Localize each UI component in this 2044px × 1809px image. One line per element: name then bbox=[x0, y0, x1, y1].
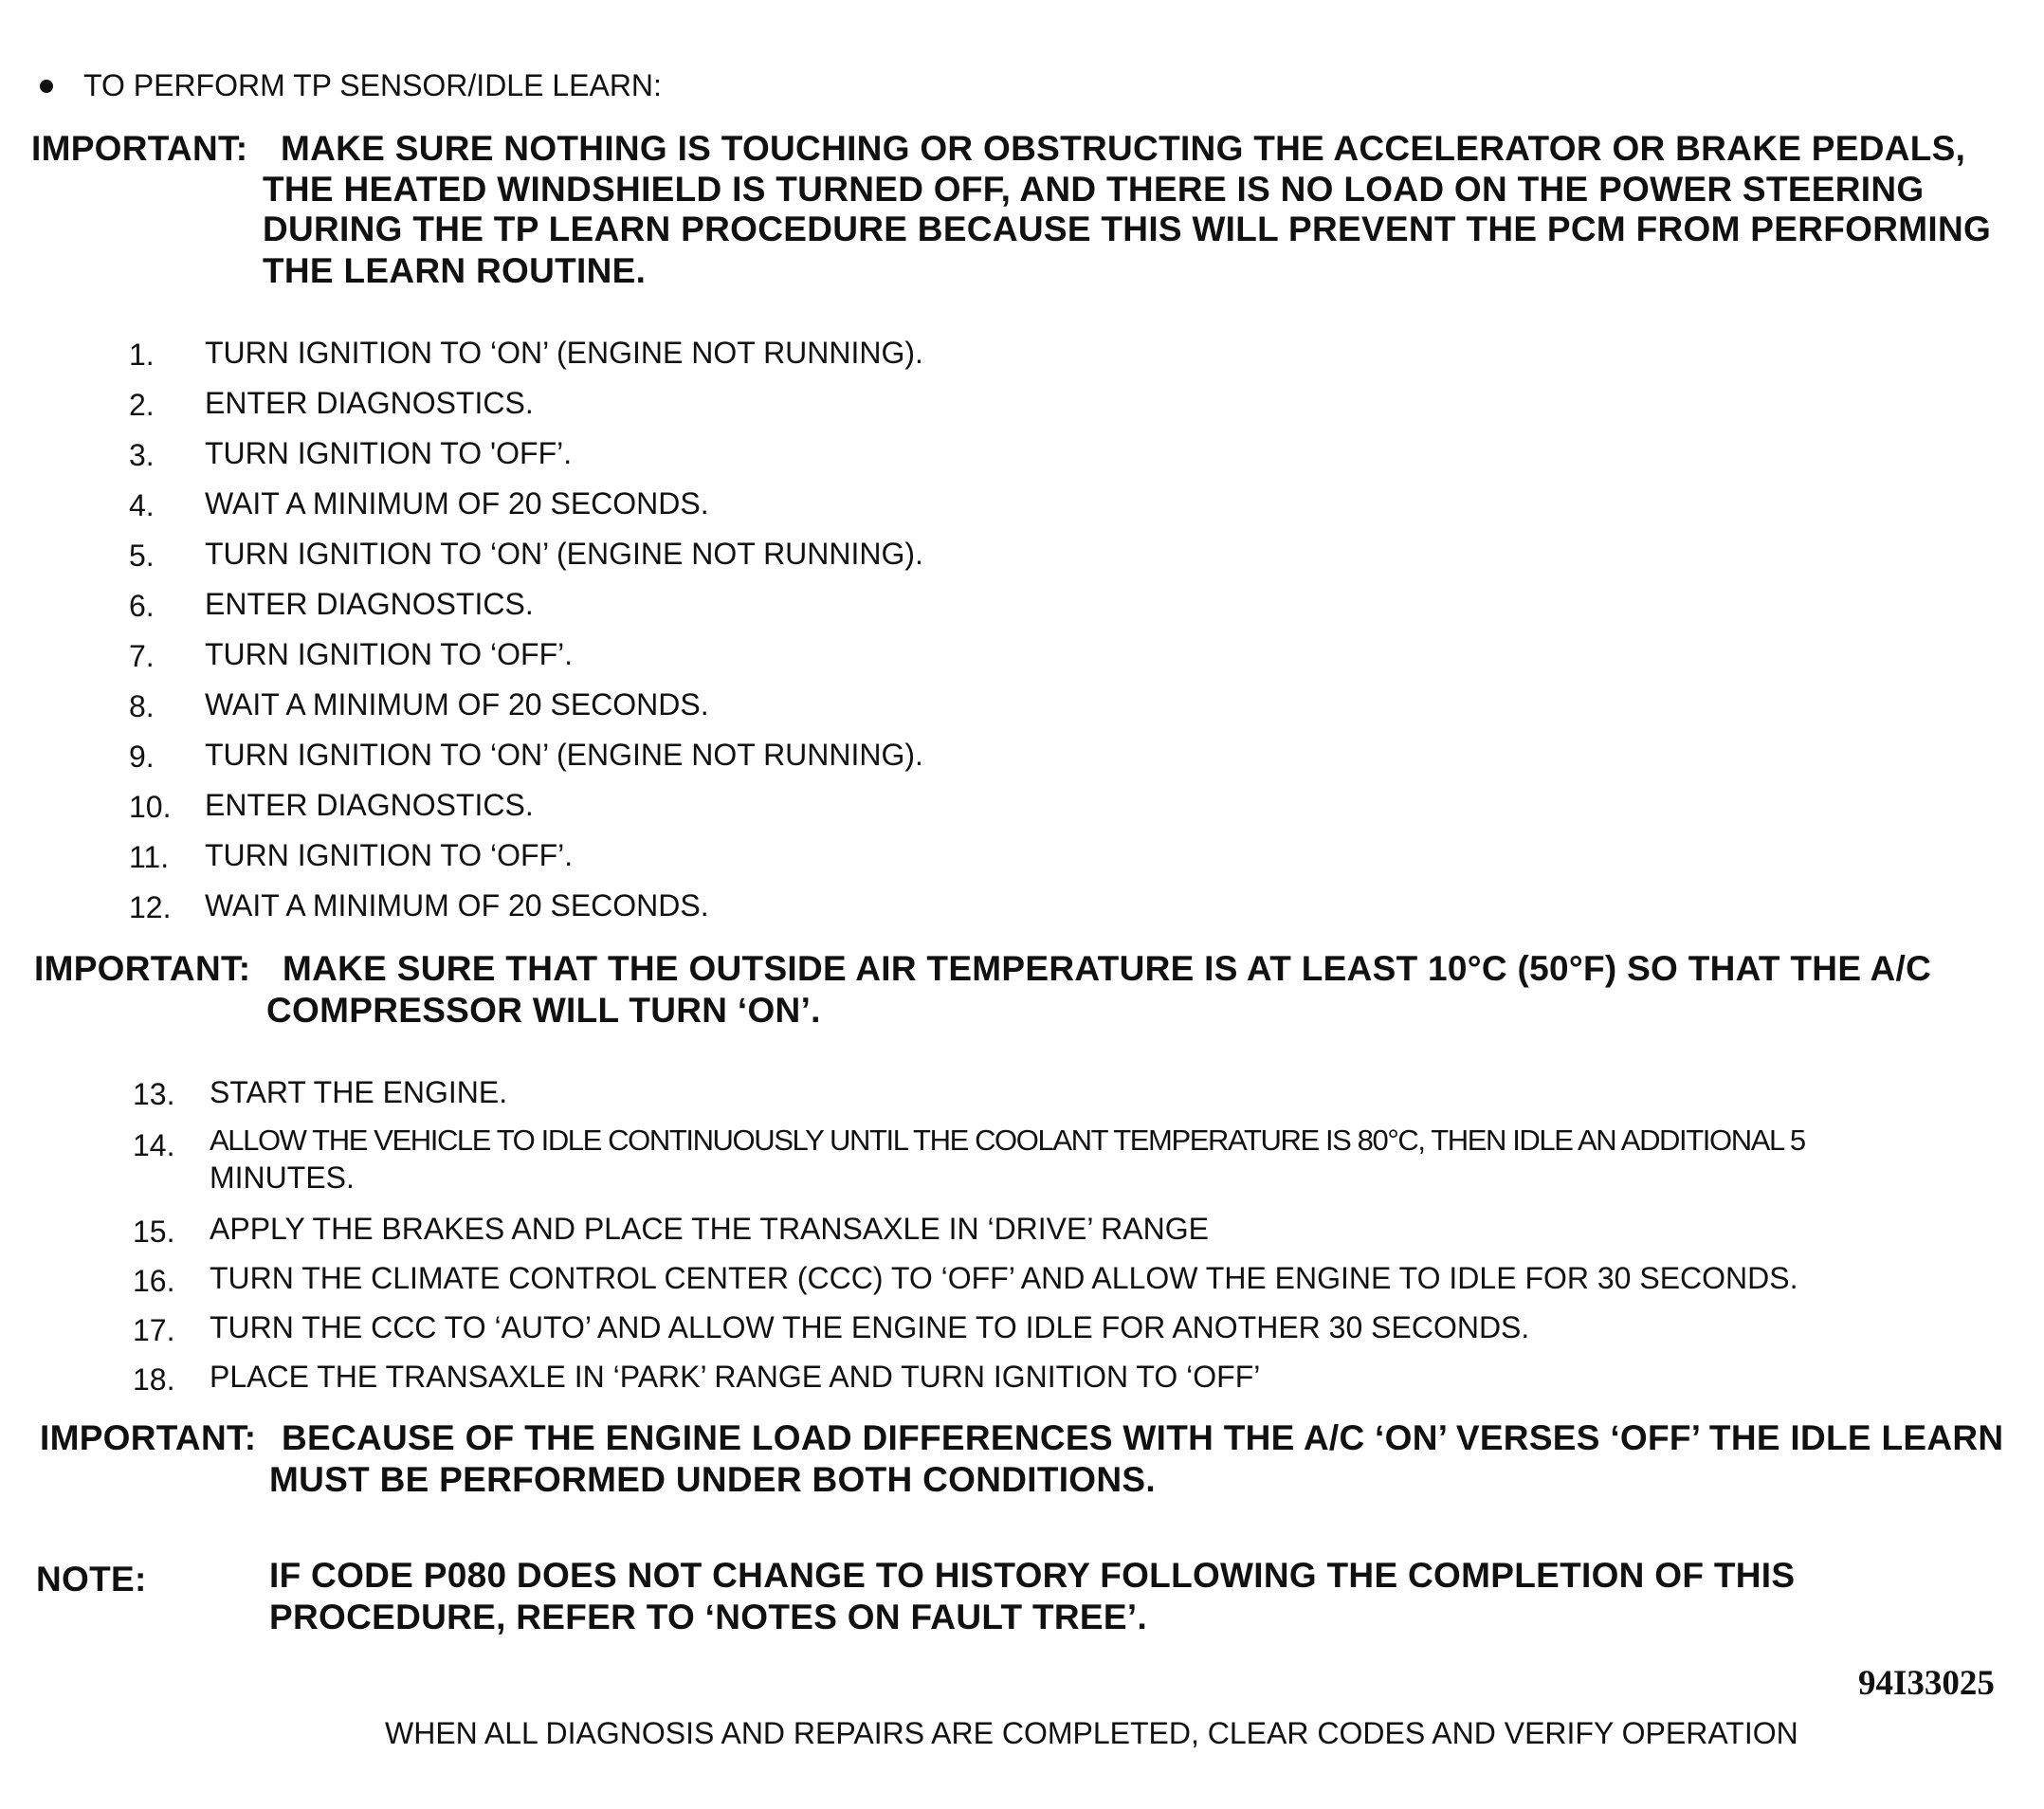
step-text: START THE ENGINE. bbox=[210, 1075, 508, 1109]
step-text: TURN IGNITION TO 'OFF’. bbox=[205, 436, 573, 470]
important-1-line: THE HEATED WINDSHIELD IS TURNED OFF, AND THERE IS NO LOAD ON THE POWER STEERING bbox=[263, 170, 1925, 209]
step-number: 17. bbox=[133, 1313, 175, 1347]
step-number: 9. bbox=[129, 740, 155, 774]
important-1-line: THE LEARN ROUTINE. bbox=[263, 251, 647, 290]
step-text: ENTER DIAGNOSTICS. bbox=[205, 587, 534, 621]
step-text: ALLOW THE VEHICLE TO IDLE CONTINUOUSLY UNTIL THE COOLANT TEMPERATURE IS 80°C, THEN IDLE AN ADDITIONAL 5 bbox=[210, 1124, 1805, 1157]
step-number: 6. bbox=[129, 589, 155, 623]
step-number: 3. bbox=[129, 438, 155, 472]
step-number: 11. bbox=[129, 840, 170, 874]
important-1-line: MAKE SURE NOTHING IS TOUCHING OR OBSTRUCTING THE ACCELERATOR OR BRAKE PEDALS, bbox=[281, 129, 1966, 168]
step-text: TURN IGNITION TO ‘ON’ (ENGINE NOT RUNNING). bbox=[205, 336, 923, 370]
step-text: WAIT A MINIMUM OF 20 SECONDS. bbox=[205, 486, 709, 521]
step-text: PLACE THE TRANSAXLE IN ‘PARK’ RANGE AND TURN IGNITION TO ‘OFF’ bbox=[210, 1360, 1261, 1394]
footer-instruction: WHEN ALL DIAGNOSIS AND REPAIRS ARE COMPLETED, CLEAR CODES AND VERIFY OPERATION bbox=[385, 1716, 1798, 1750]
step-number: 14. bbox=[133, 1128, 175, 1162]
step-text: TURN IGNITION TO ‘OFF’. bbox=[205, 637, 574, 671]
note-line: IF CODE P080 DOES NOT CHANGE TO HISTORY FOLLOWING THE COMPLETION OF THIS bbox=[269, 1556, 1796, 1595]
step-number: 7. bbox=[129, 639, 155, 673]
step-number: 18. bbox=[133, 1362, 175, 1397]
important-1-label: IMPORTANT: bbox=[31, 129, 248, 168]
intro-heading: TO PERFORM TP SENSOR/IDLE LEARN: bbox=[83, 68, 662, 102]
step-number: 5. bbox=[129, 539, 155, 573]
bullet-icon bbox=[40, 80, 53, 93]
step-number: 8. bbox=[129, 689, 155, 723]
step-number: 12. bbox=[129, 890, 172, 924]
important-2-line: COMPRESSOR WILL TURN ‘ON’. bbox=[266, 991, 821, 1030]
step-number: 13. bbox=[133, 1077, 175, 1111]
important-1-line: DURING THE TP LEARN PROCEDURE BECAUSE THIS WILL PREVENT THE PCM FROM PERFORMING bbox=[263, 210, 1992, 248]
step-number: 4. bbox=[129, 488, 155, 522]
step-text: MINUTES. bbox=[210, 1160, 355, 1195]
step-number: 2. bbox=[129, 388, 155, 422]
important-2-line: MAKE SURE THAT THE OUTSIDE AIR TEMPERATURE IS AT LEAST 10°C (50°F) SO THAT THE A/C bbox=[283, 949, 1932, 988]
step-number: 10. bbox=[129, 790, 172, 824]
step-number: 15. bbox=[133, 1215, 175, 1249]
step-text: WAIT A MINIMUM OF 20 SECONDS. bbox=[205, 687, 709, 722]
step-text: TURN IGNITION TO ‘ON’ (ENGINE NOT RUNNING). bbox=[205, 738, 923, 772]
step-text: TURN IGNITION TO ‘OFF’. bbox=[205, 838, 574, 872]
figure-code: 94I33025 bbox=[1858, 1664, 1995, 1703]
important-2-label: IMPORTANT: bbox=[34, 949, 251, 988]
note-line: PROCEDURE, REFER TO ‘NOTES ON FAULT TREE’. bbox=[269, 1598, 1148, 1636]
step-number: 1. bbox=[129, 338, 155, 372]
step-text: APPLY THE BRAKES AND PLACE THE TRANSAXLE IN ‘DRIVE’ RANGE bbox=[210, 1212, 1209, 1246]
step-text: TURN IGNITION TO ‘ON’ (ENGINE NOT RUNNING). bbox=[205, 537, 923, 571]
step-number: 16. bbox=[133, 1264, 175, 1298]
important-3-label: IMPORTANT: bbox=[40, 1418, 257, 1457]
step-text: ENTER DIAGNOSTICS. bbox=[205, 788, 534, 822]
step-text: ENTER DIAGNOSTICS. bbox=[205, 386, 534, 420]
note-label: NOTE: bbox=[36, 1560, 147, 1599]
step-text: TURN THE CLIMATE CONTROL CENTER (CCC) TO ‘OFF’ AND ALLOW THE ENGINE TO IDLE FOR 30 SECONDS. bbox=[210, 1261, 1798, 1295]
important-3-line: BECAUSE OF THE ENGINE LOAD DIFFERENCES WITH THE A/C ‘ON’ VERSES ‘OFF’ THE IDLE LEARN bbox=[282, 1418, 2004, 1457]
step-text: TURN THE CCC TO ‘AUTO’ AND ALLOW THE ENGINE TO IDLE FOR ANOTHER 30 SECONDS. bbox=[210, 1310, 1530, 1344]
step-text: WAIT A MINIMUM OF 20 SECONDS. bbox=[205, 888, 709, 923]
important-3-line: MUST BE PERFORMED UNDER BOTH CONDITIONS. bbox=[269, 1460, 1156, 1499]
